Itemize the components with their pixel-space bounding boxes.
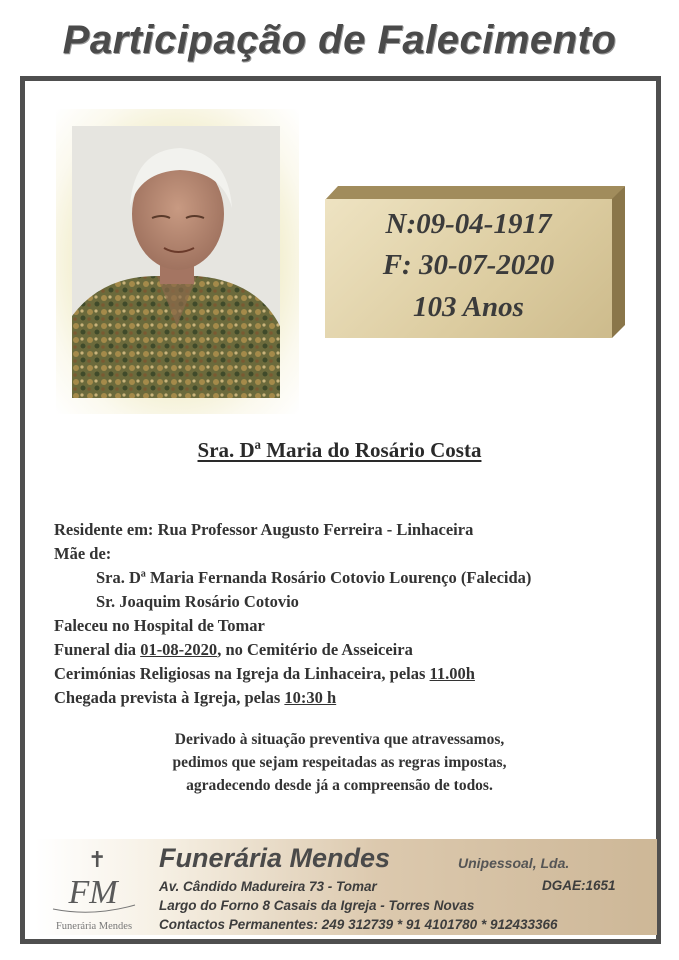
ceremony-prefix: Cerimónias Religiosas na Igreja da Linhaceira, pelas [54,664,426,683]
mother-of-label: Mãe de: [54,544,112,563]
cross-icon: ✝ [88,847,107,872]
logo-text: Funerária Mendes [55,921,133,932]
residence-line [54,520,473,540]
age: 103 Anos [413,291,524,323]
child-2: Sr. Joaquim Rosário Cotovio [96,592,299,611]
funeral-prefix: Funeral dia [54,640,137,659]
funeral-line [54,640,413,660]
deceased-name: Sra. Dª Maria do Rosário Costa [197,438,482,462]
notice-line-2: pedimos que sejam respeitadas as regras impostas, [172,754,507,771]
notice-line-3: agradecendo desde já a compreensão de todos. [186,777,493,794]
funeral-home-footer [35,839,657,935]
died-at: Faleceu no Hospital de Tomar [54,616,265,635]
arrival-prefix: Chegada prevista à Igreja, pelas [54,688,281,707]
residence-value: Rua Professor Augusto Ferreira - Linhaceira [157,520,474,539]
page-title: Participação de Falecimento [62,18,617,62]
dgae-number: DGAE:1651 [542,878,616,893]
deceased-portrait [72,126,280,398]
birth-date: N:09-04-1917 [385,208,552,240]
address-2: Largo do Forno 8 Casais da Igreja - Torres Novas [159,898,475,913]
logo-monogram: FM [68,874,118,911]
arrival-line [54,688,336,708]
child-1: Sra. Dª Maria Fernanda Rosário Cotovio Lourenço (Falecida) [96,568,532,587]
company-suffix: Unipessoal, Lda. [458,855,570,871]
funeral-home-logo [45,865,141,919]
residence-label: Residente em: [54,520,154,539]
death-date: F: 30-07-2020 [382,249,555,281]
funeral-suffix: , no Cemitério de Asseiceira [217,640,413,659]
ceremony-line [54,664,475,684]
ceremony-time: 11.00h [429,664,475,683]
address-1: Av. Cândido Madureira 73 - Tomar [159,879,377,894]
contacts: Contactos Permanentes: 249 312739 * 91 4101780 * 912433366 [159,917,558,932]
funeral-date: 01-08-2020 [140,640,218,659]
dates-plaque [325,199,612,338]
deceased-name-line [0,438,679,463]
notice-line-1: Derivado à situação preventiva que atravessamos, [174,731,505,748]
plaque-side-edge [612,186,625,338]
company-name: Funerária Mendes [159,843,391,873]
plaque-top-edge [325,186,625,200]
arrival-time: 10:30 h [284,688,337,707]
